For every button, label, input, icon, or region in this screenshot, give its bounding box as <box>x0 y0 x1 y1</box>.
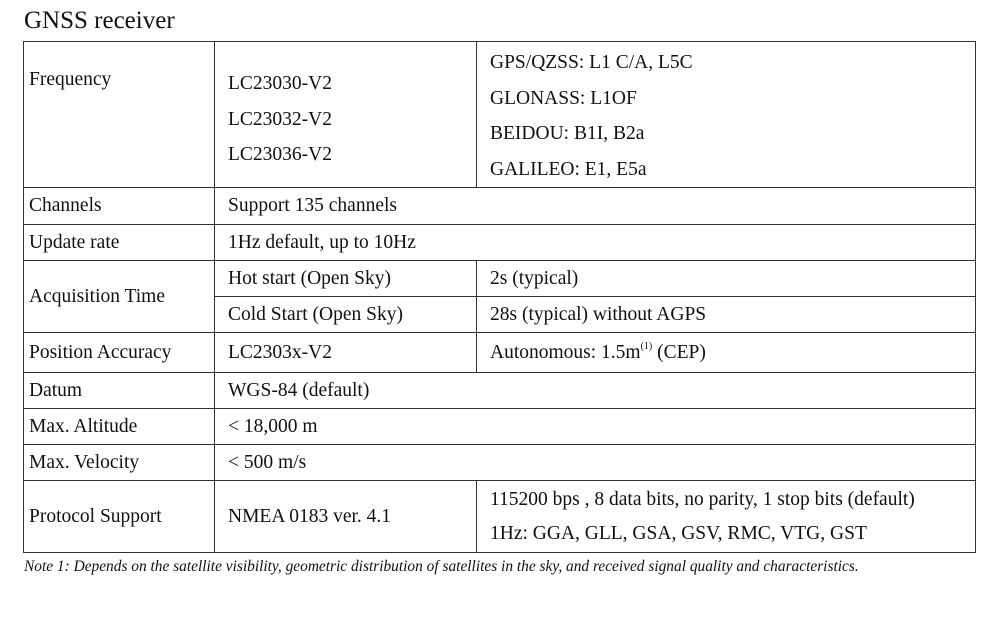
footnote: Note 1: Depends on the satellite visibility, geometric distribution of satellites in the sky, and received signal quality and characteristics. <box>24 558 859 575</box>
position-accuracy-model: LC2303x-V2 <box>215 333 477 373</box>
table-row-acquisition-hot <box>24 261 976 297</box>
frequency-model: LC23036-V2 <box>228 144 332 166</box>
gnss-spec-table <box>23 41 976 553</box>
table-row-datum <box>24 373 976 409</box>
table-row-channels <box>24 188 976 225</box>
frequency-label: Frequency <box>24 42 215 188</box>
table-row-frequency <box>24 42 976 188</box>
frequency-system: GALILEO: E1, E5a <box>490 158 647 180</box>
max-velocity-label: Max. Velocity <box>24 445 215 481</box>
table-row-protocol <box>24 481 976 553</box>
acquisition-label: Acquisition Time <box>24 261 215 333</box>
hot-start-condition: Hot start (Open Sky) <box>215 261 477 297</box>
frequency-system: GLONASS: L1OF <box>490 87 637 109</box>
accuracy-text: Autonomous: 1.5m <box>490 341 641 363</box>
frequency-model: LC23030-V2 <box>228 73 332 95</box>
max-altitude-label: Max. Altitude <box>24 409 215 445</box>
protocol-label: Protocol Support <box>24 481 215 553</box>
accuracy-suffix: (CEP) <box>652 341 706 363</box>
channels-value: Support 135 channels <box>215 188 976 225</box>
protocol-detail: 115200 bps , 8 data bits, no parity, 1 stop bits (default) <box>490 488 915 510</box>
max-velocity-value: < 500 m/s <box>215 445 976 481</box>
update-rate-label: Update rate <box>24 225 215 261</box>
frequency-system: BEIDOU: B1I, B2a <box>490 123 645 144</box>
cold-start-condition: Cold Start (Open Sky) <box>215 297 477 333</box>
section-title: GNSS receiver <box>24 7 175 34</box>
hot-start-value: 2s (typical) <box>477 261 976 297</box>
protocol-detail: 1Hz: GGA, GLL, GSA, GSV, RMC, VTG, GST <box>490 522 867 544</box>
table-row-max-velocity <box>24 445 976 481</box>
frequency-system: GPS/QZSS: L1 C/A, L5C <box>490 52 693 73</box>
table-row-position-accuracy <box>24 333 976 373</box>
max-altitude-value: < 18,000 m <box>215 409 976 445</box>
frequency-models-cell <box>215 42 477 188</box>
frequency-model: LC23032-V2 <box>228 108 332 130</box>
table-row-update-rate <box>24 225 976 261</box>
channels-label: Channels <box>24 188 215 225</box>
cold-start-value: 28s (typical) without AGPS <box>477 297 976 333</box>
position-accuracy-value <box>477 333 976 373</box>
frequency-systems-cell <box>477 42 976 188</box>
footnote-ref: (1) <box>640 340 653 352</box>
update-rate-value: 1Hz default, up to 10Hz <box>215 225 976 261</box>
protocol-details-cell <box>477 481 976 553</box>
datum-label: Datum <box>24 373 215 409</box>
table-row-max-altitude <box>24 409 976 445</box>
position-accuracy-label: Position Accuracy <box>24 333 215 373</box>
protocol-standard: NMEA 0183 ver. 4.1 <box>215 481 477 553</box>
datum-value: WGS-84 (default) <box>215 373 976 409</box>
